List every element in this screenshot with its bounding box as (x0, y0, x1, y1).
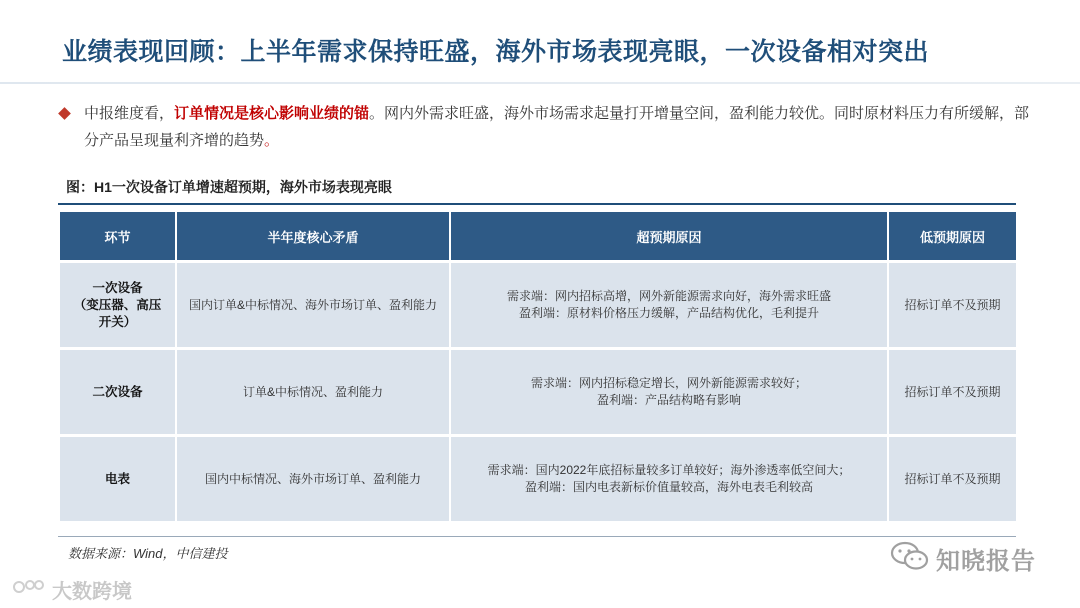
miss-reason-cell: 招标订单不及预期 (889, 263, 1016, 347)
core-issue-cell: 国内订单&中标情况、海外市场订单、盈利能力 (177, 263, 449, 347)
watermark-left (12, 575, 132, 604)
table-header-row (60, 212, 1016, 260)
profit-line: 盈利端：国内电表新标价值量较高，海外电表毛利较高 (524, 480, 813, 494)
header-miss-reason: 低预期原因 (889, 212, 1016, 260)
table-row (60, 350, 1016, 434)
figure-divider (58, 203, 1016, 205)
segment-name: 二次设备 (92, 384, 143, 399)
segment-name: 电表 (104, 471, 130, 486)
wechat-icon (890, 540, 930, 577)
page-title: 业绩表现回顾：上半年需求保持旺盛，海外市场表现亮眼，一次设备相对突出 (62, 38, 930, 66)
header-beat-reason: 超预期原因 (451, 212, 887, 260)
header-segment: 环节 (60, 212, 175, 260)
source-divider (58, 536, 1016, 537)
beat-reason-cell (451, 350, 887, 434)
segment-name: 一次设备 (92, 280, 143, 295)
segment-cell (60, 437, 175, 521)
summary-rest: 。网内外需求旺盛，海外市场需求起量打开增量空间，盈利能力较优。同时原材料压力有所缓解，部分产品呈现量利齐增的趋势 (84, 105, 1030, 149)
summary-end: 。 (264, 132, 280, 149)
title-divider (0, 82, 1080, 84)
summary-bullet (60, 100, 1035, 154)
data-source: 数据来源：Wind，中信建投 (68, 546, 228, 561)
demand-line: 需求端：网内招标稳定增长，网外新能源需求较好； (530, 376, 807, 390)
profit-line: 盈利端：原材料价格压力缓解，产品结构优化，毛利提升 (518, 306, 819, 320)
profit-line: 盈利端：产品结构略有影响 (596, 393, 741, 407)
beat-reason-cell (451, 437, 887, 521)
miss-reason-cell: 招标订单不及预期 (889, 350, 1016, 434)
core-issue-cell: 国内中标情况、海外市场订单、盈利能力 (177, 437, 449, 521)
table-row (60, 263, 1016, 347)
diamond-bullet-icon (58, 107, 71, 120)
watermark-left-text: 大数跨境 (52, 581, 132, 603)
watermark-right (890, 540, 1036, 577)
comparison-table (58, 209, 1018, 524)
demand-line: 需求端：国内2022年底招标量较多订单较好；海外渗透率低空间大； (487, 463, 851, 477)
table-row (60, 437, 1016, 521)
summary-highlight: 订单情况是核心影响业绩的锚 (174, 105, 370, 122)
miss-reason-cell: 招标订单不及预期 (889, 437, 1016, 521)
chat-logo-icon (12, 576, 46, 603)
watermark-right-text: 知晓报告 (936, 548, 1036, 575)
demand-line: 需求端：网内招标高增，网外新能源需求向好，海外需求旺盛 (506, 289, 831, 303)
segment-cell (60, 263, 175, 347)
beat-reason-cell (451, 263, 887, 347)
segment-cell (60, 350, 175, 434)
header-core-issue: 半年度核心矛盾 (177, 212, 449, 260)
segment-subname: （变压器、高压开关） (73, 297, 162, 329)
core-issue-cell: 订单&中标情况、盈利能力 (177, 350, 449, 434)
summary-prefix: 中报维度看， (84, 105, 175, 122)
summary-text (84, 100, 1035, 154)
figure-title: 图：H1一次设备订单增速超预期，海外市场表现亮眼 (66, 179, 392, 195)
